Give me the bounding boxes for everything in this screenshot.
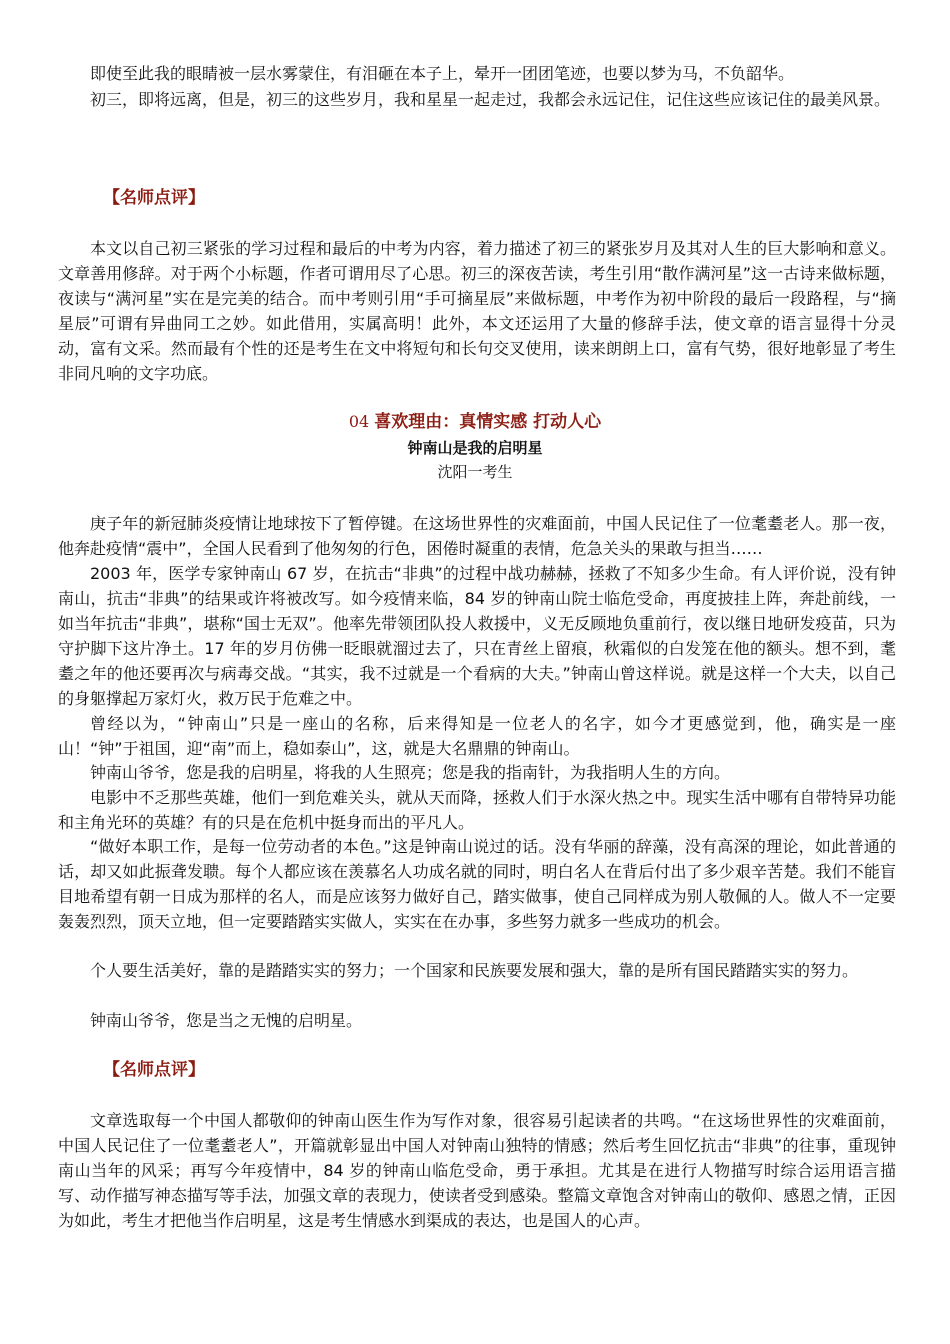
article-paragraph: 2003 年，医学专家钟南山 67 岁，在抗击“非典”的过程中战功赫赫，拯救了不知多少生命。有人评价说，没有钟南山，抗击“非典”的结果或许将被改写。如今疫情来临，84 岁的钟南山院士临危受命，再度披挂上阵，奔赴前线，一如当年抗击“非典”，堪称“国士无双”。他率先带领团队投人救援中，义无反顾地负重前行，夜以继日地研发疫苗，只为守护脚下这片净土。17 年的岁月仿佛一眨眼就溜过去了，只在青丝上留痕，秋霜似的白发笼在他的额头。想不到，耄耋之年的他还要再次与病毒交战。“其实，我不过就是一个看病的大夫。”钟南山曾这样说。就是这样一个大夫，以自己的身躯撑起万家灯火，救万民于危难之中。 [58, 564, 896, 708]
article-paragraph: “做好本职工作，是每一位劳动者的本色。”这是钟南山说过的话。没有华丽的辞藻，没有高深的理论，如此普通的话，却又如此振聋发聩。每个人都应该在羡慕名人功成名就的同时，明白名人在背后付出了多少艰辛苦楚。我们不能盲目地希望有朝一日成为那样的名人，而是应该努力做好自己，踏实做事，使自己同样成为别人敬佩的人。做人不一定要轰轰烈烈，顶天立地，但一定要踏踏实实做人，实实在在办事，多些努力就多一些成功的机会。 [58, 837, 896, 931]
article-paragraph: 电影中不乏那些英雄，他们一到危难关头，就从天而降，拯救人们于水深火热之中。现实生活中哪有自带特异功能和主角光环的英雄？有的只是在危机中挺身而出的平凡人。 [58, 788, 896, 832]
teacher-review-text: 本文以自己初三紧张的学习过程和最后的中考为内容，着力描述了初三的紧张岁月及其对人生的巨大影响和意义。文章善用修辞。对于两个小标题，作者可谓用尽了心思。初三的深夜苦读，考生引用“散作满河星”这一古诗来做标题，夜读与“满河星”实在是完美的结合。而中考则引用“手可摘星辰”来做标题，中考作为初中阶段的最后一段路程，与“摘星辰”可谓有异曲同工之妙。如此借用，实属高明！此外，本文还运用了大量的修辞手法，使文章的语言显得十分灵动，富有文采。然而最有个性的还是考生在文中将短句和长句交叉使用，读来朗朗上口，富有气势，很好地彰显了考生非同凡响的文字功底。 [58, 239, 896, 383]
article-author: 沈阳一考生 [437, 463, 513, 481]
article-paragraph: 曾经以为，“钟南山”只是一座山的名称，后来得知是一位老人的名字，如今才更感觉到，他，确实是一座山！“钟”于祖国，迎“南”而上，稳如泰山”，这，就是大名鼎鼎的钟南山。 [58, 714, 896, 758]
article-paragraph: 个人要生活美好，靠的是踏踏实实的努力；一个国家和民族要发展和强大，靠的是所有国民踏踏实实的努力。 [90, 961, 859, 980]
article-paragraph: 钟南山爷爷，您是当之无愧的启明星。 [90, 1011, 363, 1030]
intro-paragraph: 即使至此我的眼睛被一层水雾蒙住，有泪砸在本子上，晕开一团团笔迹，也要以梦为马，不负韶华。 [90, 64, 795, 83]
teacher-review-tag: 【名师点评】 [103, 1060, 205, 1080]
section-title: 喜欢理由：真情实感 打动人心 [374, 412, 602, 432]
section-number: 04 [348, 412, 370, 431]
teacher-review-text: 文章选取每一个中国人都敬仰的钟南山医生作为写作对象，很容易引起读者的共鸣。“在这场世界性的灾难面前，中国人民记住了一位耄耋老人”，开篇就彰显出中国人对钟南山独特的情感；然后考生回忆抗击“非典”的往事，重现钟南山当年的风采；再写今年疫情中，84 岁的钟南山临危受命，勇于承担。尤其是在进行人物描写时综合运用语言描写、动作描写神态描写等手法，加强文章的表现力，使读者受到感染。整篇文章饱含对钟南山的敬仰、感恩之情，正因为如此，考生才把他当作启明星，这是考生情感水到渠成的表达，也是国人的心声。 [58, 1111, 896, 1230]
teacher-review-tag: 【名师点评】 [103, 188, 205, 208]
section-heading [0, 409, 950, 435]
article-paragraph: 庚子年的新冠肺炎疫情让地球按下了暂停键。在这场世界性的灾难面前，中国人民记住了一位耄耋老人。那一夜，他奔赴疫情“震中”，全国人民看到了他匆匆的行色，困倦时凝重的表情，危急关头的果敢与担当…… [58, 514, 896, 558]
article-paragraph: 钟南山爷爷，您是我的启明星，将我的人生照亮；您是我的指南针，为我指明人生的方向。 [90, 763, 731, 782]
article-title: 钟南山是我的启明星 [407, 439, 543, 457]
intro-paragraph: 初三，即将远离，但是，初三的这些岁月，我和星星一起走过，我都会永远记住，记住这些应该记住的最美风景。 [90, 90, 891, 109]
